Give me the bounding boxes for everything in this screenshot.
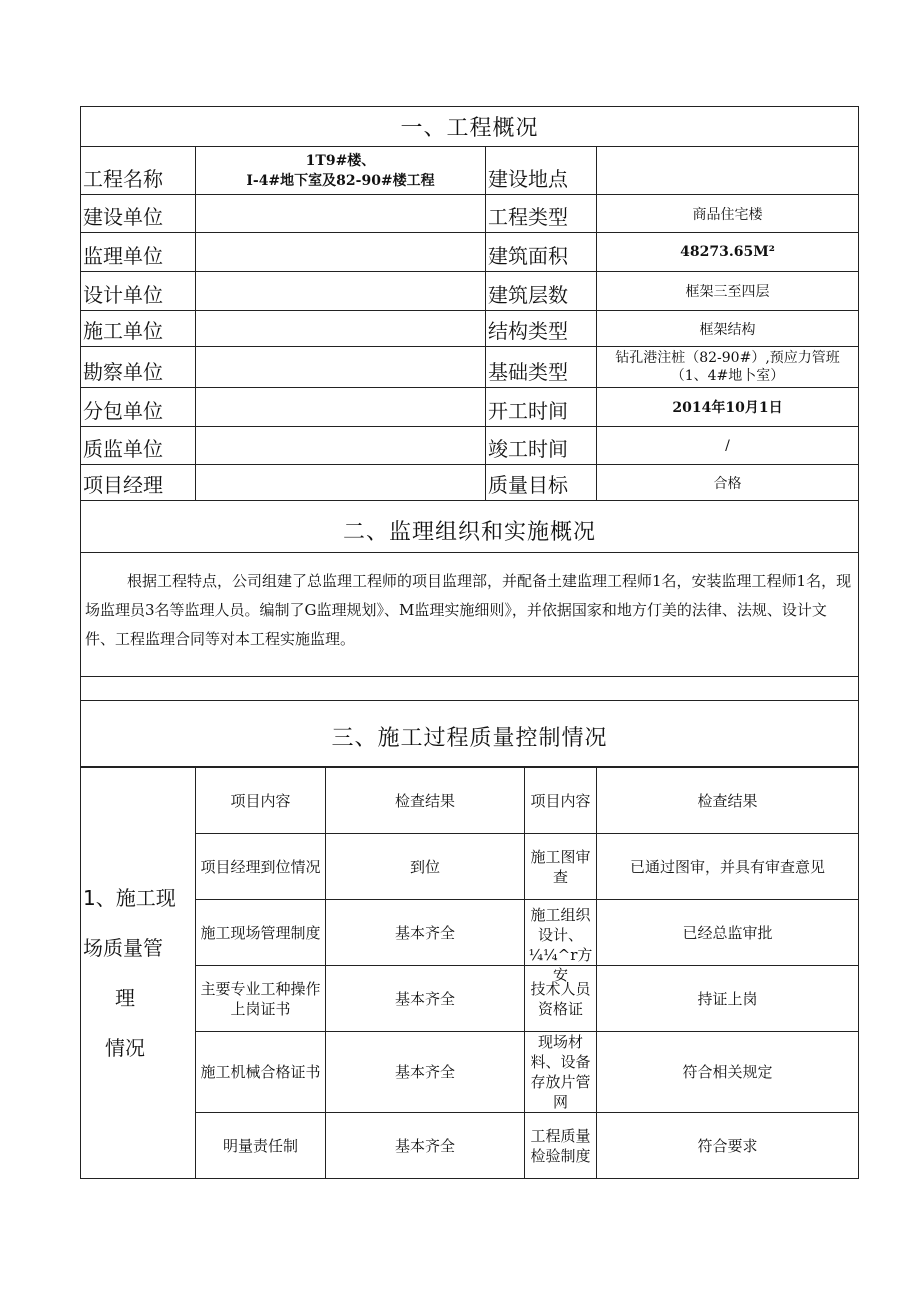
value-survey [196, 347, 486, 388]
row1-item1: 项目经理到位情况 [196, 834, 326, 900]
side-line1: 1、施工现 [83, 886, 176, 910]
label-subcontractor: 分包单位 [81, 388, 196, 427]
project-table [80, 106, 859, 767]
label-start-date: 开工时间 [486, 388, 597, 427]
row3-item1: 主要专业工种操作上岗证书 [196, 966, 326, 1032]
row2-item2 [525, 900, 597, 984]
value-contractor [196, 311, 486, 347]
value-quality-station [196, 427, 486, 465]
value-start-date: 2014年10月1日 [597, 388, 859, 427]
blank-row [81, 677, 859, 701]
project-name-line2: I-4#地下室及82-90#楼工程 [246, 172, 435, 189]
label-structure: 结构类型 [486, 311, 597, 347]
foundation-line2: （1、4#地卜室） [670, 368, 785, 384]
row1-result1: 到位 [326, 834, 525, 900]
label-end-date: 竣工时间 [486, 427, 597, 465]
section2-title: 二、监理组织和实施概况 [81, 501, 859, 553]
section2-paragraph: 根据工程特点，公司组建了总监理工程师的项目监理部，并配备土建监理工程师1名，安装监理工程师1名，现场监理员3名等监理人员。编制了G监理规划》、M监理实施细则》，并依据国家和地方仃美的法律、法规、设计文件、工程监理合同等对本工程实施监理。 [81, 553, 859, 677]
value-foundation [597, 347, 859, 388]
value-pm [196, 465, 486, 501]
value-project-type: 商品住宅楼 [597, 195, 859, 233]
value-subcontractor [196, 388, 486, 427]
label-project-name: 工程名称 [81, 147, 196, 195]
label-site: 建设地点 [486, 147, 597, 195]
label-area: 建筑面积 [486, 233, 597, 272]
report-sheet [80, 106, 858, 1179]
row1-item2: 施工图审查 [525, 834, 597, 900]
row4-result1: 基本齐全 [326, 1032, 525, 1113]
label-designer: 设计单位 [81, 272, 196, 311]
value-owner [196, 195, 486, 233]
row4-result2: 符合相关规定 [597, 1032, 859, 1113]
row2-item2-text: 施工组织设计、¼¼^r方安 [528, 905, 593, 984]
label-supervisor: 监理单位 [81, 233, 196, 272]
label-owner: 建设单位 [81, 195, 196, 233]
value-designer [196, 272, 486, 311]
quality-side-label [81, 768, 196, 1179]
quality-table [80, 767, 859, 1179]
row3-result2: 持证上岗 [597, 966, 859, 1032]
row2-item1: 施工现场管理制度 [196, 900, 326, 966]
label-quality-station: 质监单位 [81, 427, 196, 465]
label-floors: 建筑层数 [486, 272, 597, 311]
row5-item2: 工程质量检验制度 [525, 1113, 597, 1179]
label-project-type: 工程类型 [486, 195, 597, 233]
row5-result1: 基本齐全 [326, 1113, 525, 1179]
header-item2: 项目内容 [525, 768, 597, 834]
label-foundation: 基础类型 [486, 347, 597, 388]
value-quality-goal: 合格 [597, 465, 859, 501]
value-project-name [196, 147, 486, 195]
row4-item2: 现场材料、设备存放片管网 [525, 1032, 597, 1113]
label-survey: 勘察单位 [81, 347, 196, 388]
value-floors: 框架三至四层 [597, 272, 859, 311]
row5-result2: 符合要求 [597, 1113, 859, 1179]
row5-item1: 明量责任制 [196, 1113, 326, 1179]
header-result1: 检查结果 [326, 768, 525, 834]
row3-item2: 技术人员资格证 [525, 966, 597, 1032]
value-structure: 框架结构 [597, 311, 859, 347]
header-result2: 检查结果 [597, 768, 859, 834]
side-line3: 理 [115, 986, 135, 1010]
row4-item1: 施工机械合格证书 [196, 1032, 326, 1113]
header-item1: 项目内容 [196, 768, 326, 834]
value-supervisor [196, 233, 486, 272]
section3-title: 三、施工过程质量控制情况 [81, 701, 859, 767]
value-end-date: / [597, 427, 859, 465]
side-line2: 场质量管 [83, 936, 163, 960]
row1-result2: 已通过图审，并具有审查意见 [597, 834, 859, 900]
label-pm: 项目经理 [81, 465, 196, 501]
row2-result1: 基本齐全 [326, 900, 525, 966]
label-quality-goal: 质量目标 [486, 465, 597, 501]
row2-result2: 已经总监审批 [597, 900, 859, 966]
value-area: 48273.65M² [597, 233, 859, 272]
label-contractor: 施工单位 [81, 311, 196, 347]
row3-result1: 基本齐全 [326, 966, 525, 1032]
section1-title: 一、工程概况 [81, 107, 859, 147]
side-line4: 情况 [105, 1036, 145, 1060]
foundation-line1: 钻孔港注桩（82-90#）,预应力管班 [615, 350, 840, 366]
project-name-line1: 1T9#楼、 [305, 152, 376, 169]
value-site [597, 147, 859, 195]
